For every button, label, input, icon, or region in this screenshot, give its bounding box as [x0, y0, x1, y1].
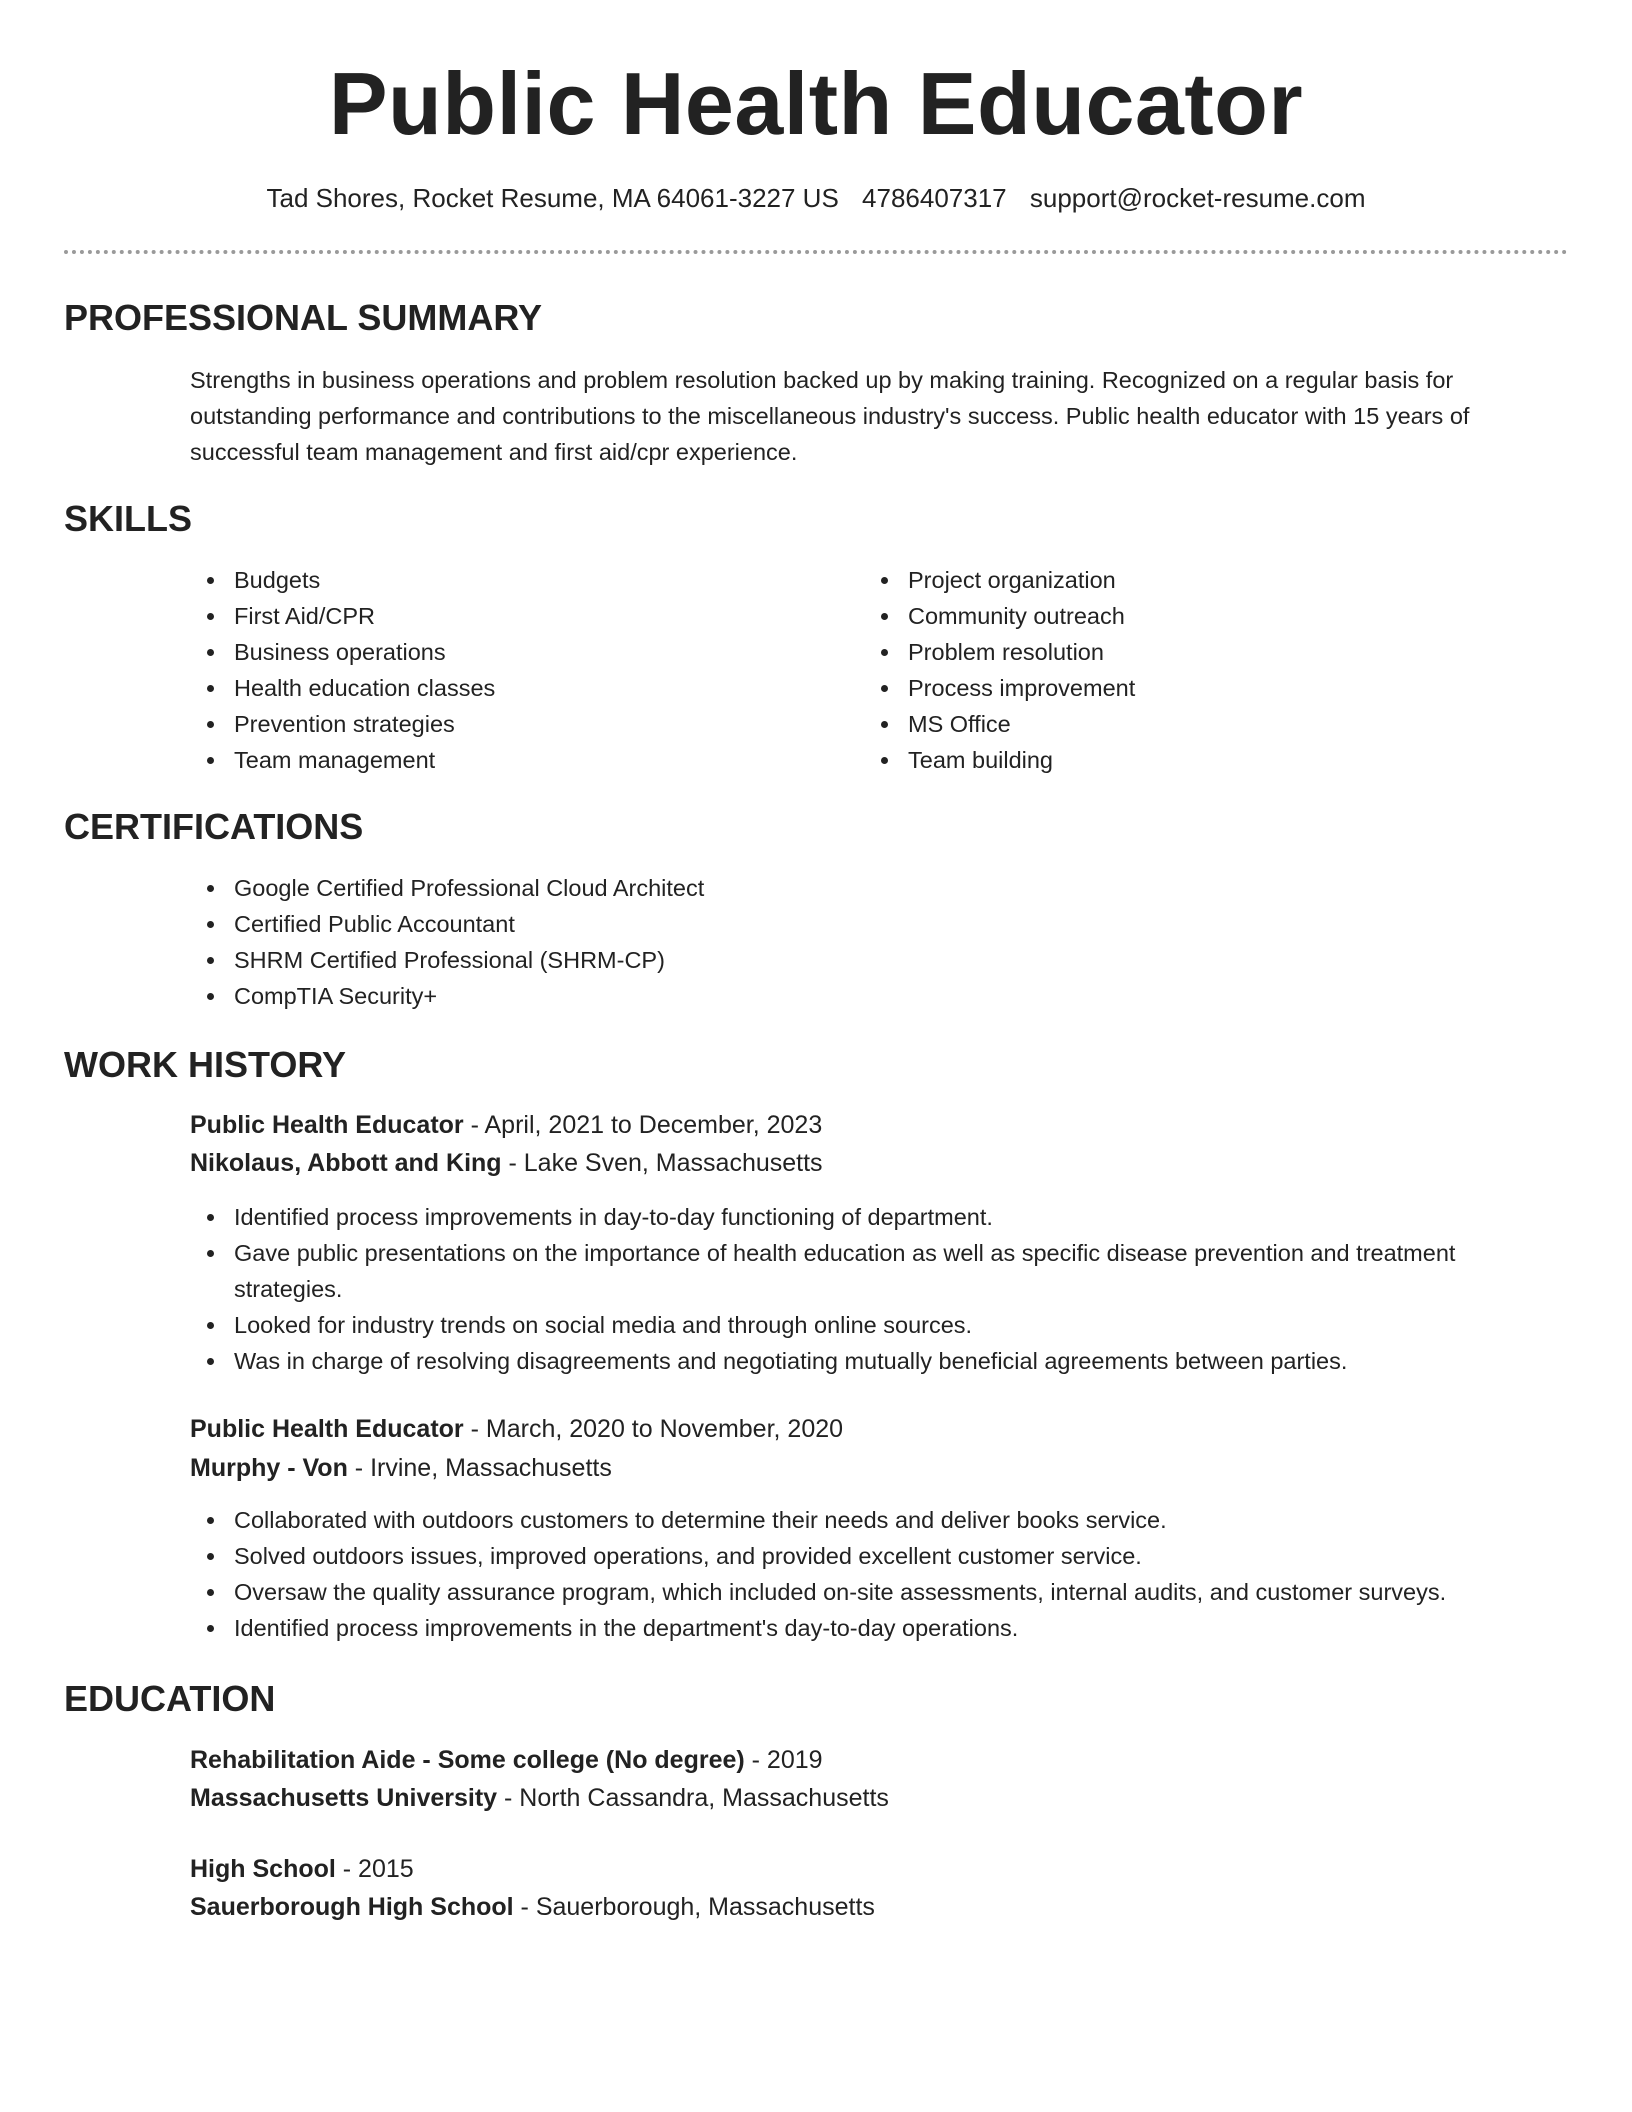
- skill-item: Health education classes: [190, 670, 864, 706]
- education-school: Sauerborough High School: [190, 1893, 514, 1921]
- job-title-line: [190, 1410, 843, 1448]
- skill-item: Team building: [864, 742, 1464, 778]
- job-bullet: Oversaw the quality assurance program, which included on-site assessments, internal audits, and customer surveys.: [190, 1574, 1568, 1610]
- resume-title: Public Health Educator: [328, 54, 1304, 153]
- job-bullet: Solved outdoors issues, improved operations, and provided excellent customer service.: [190, 1538, 1568, 1574]
- education-year: - 2019: [744, 1746, 823, 1774]
- job-role: Public Health Educator: [190, 1415, 464, 1443]
- skills-heading: SKILLS: [64, 498, 193, 539]
- education-degree: High School: [190, 1855, 336, 1883]
- summary-heading: PROFESSIONAL SUMMARY: [64, 297, 543, 338]
- job-dates: - April, 2021 to December, 2023: [463, 1111, 823, 1139]
- skill-item: Community outreach: [864, 598, 1464, 634]
- education-degree-line: [190, 1741, 823, 1779]
- certifications-list: [190, 870, 1568, 1014]
- job-bullet: Was in charge of resolving disagreements and negotiating mutually beneficial agreements between parties.: [190, 1343, 1568, 1379]
- skill-item: Business operations: [190, 634, 864, 670]
- job-dates: - March, 2020 to November, 2020: [463, 1415, 844, 1443]
- job-location: - Lake Sven, Massachusetts: [501, 1149, 823, 1177]
- certification-item: Google Certified Professional Cloud Architect: [190, 870, 1568, 906]
- certification-item: SHRM Certified Professional (SHRM-CP): [190, 942, 1568, 978]
- education-school-line: [190, 1888, 875, 1926]
- certifications-heading: CERTIFICATIONS: [64, 806, 364, 847]
- education-heading: EDUCATION: [64, 1678, 276, 1719]
- contact-line: [64, 180, 1568, 216]
- education-location: - North Cassandra, Massachusetts: [497, 1784, 889, 1812]
- job-bullet: Collaborated with outdoors customers to determine their needs and deliver books service.: [190, 1502, 1568, 1538]
- job-employer-line: [190, 1144, 823, 1182]
- skill-item: Process improvement: [864, 670, 1464, 706]
- education-school: Massachusetts University: [190, 1784, 498, 1812]
- job-bullet: Looked for industry trends on social media and through online sources.: [190, 1307, 1568, 1343]
- education-degree: Rehabilitation Aide - Some college (No degree): [190, 1746, 745, 1774]
- education-location: - Sauerborough, Massachusetts: [513, 1893, 875, 1921]
- skill-item: Project organization: [864, 562, 1464, 598]
- education-degree-line: [190, 1850, 414, 1888]
- certification-item: CompTIA Security+: [190, 978, 1568, 1014]
- skill-item: Prevention strategies: [190, 706, 864, 742]
- job-employer-line: [190, 1449, 612, 1487]
- job-bullets: [190, 1199, 1568, 1379]
- header-divider: [64, 250, 1568, 254]
- skill-item: MS Office: [864, 706, 1464, 742]
- skill-item: Budgets: [190, 562, 864, 598]
- job-bullet: Identified process improvements in day-to-day functioning of department.: [190, 1199, 1568, 1235]
- contact-phone: 4786407317: [862, 183, 1007, 213]
- skill-item: First Aid/CPR: [190, 598, 864, 634]
- skill-item: Team management: [190, 742, 864, 778]
- job-bullet: Gave public presentations on the importance of health education as well as specific disease prevention and treatment strategies.: [190, 1235, 1568, 1307]
- job-role: Public Health Educator: [190, 1111, 464, 1139]
- certification-item: Certified Public Accountant: [190, 906, 1568, 942]
- job-bullet: Identified process improvements in the department's day-to-day operations.: [190, 1610, 1568, 1646]
- skills-list-left: [190, 562, 864, 778]
- skill-item: Problem resolution: [864, 634, 1464, 670]
- job-bullets: [190, 1502, 1568, 1646]
- contact-email: support@rocket-resume.com: [1029, 183, 1366, 213]
- job-employer: Murphy - Von: [190, 1454, 348, 1482]
- education-school-line: [190, 1779, 889, 1817]
- work-history-heading: WORK HISTORY: [64, 1044, 347, 1085]
- summary-text: Strengths in business operations and problem resolution backed up by making training. Recognized on a regular basis for outstanding performance and contributions to the miscellaneous industry's success. Public health educator with 15 years of successful team management and first aid/cpr experience.: [190, 367, 1470, 465]
- contact-address: Tad Shores, Rocket Resume, MA 64061-3227 US: [266, 183, 839, 213]
- job-title-line: [190, 1106, 822, 1144]
- job-location: - Irvine, Massachusetts: [347, 1454, 612, 1482]
- job-employer: Nikolaus, Abbott and King: [190, 1149, 502, 1177]
- education-year: - 2015: [335, 1855, 414, 1883]
- skills-list-right: [864, 562, 1464, 778]
